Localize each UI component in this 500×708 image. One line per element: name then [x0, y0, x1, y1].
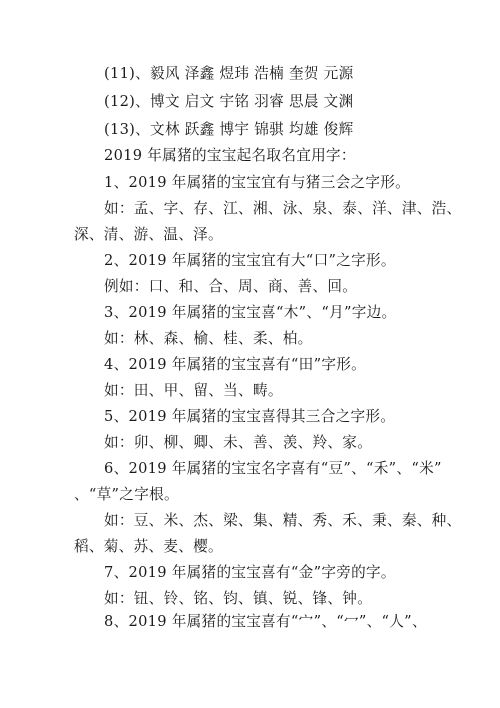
rule-2-examples: 例如：口、和、合、周、商、善、回。 [104, 278, 358, 295]
rule-5: 5、2019 年属猪的宝宝喜得其三合之字形。 [104, 408, 396, 425]
rule-4: 4、2019 年属猪的宝宝喜有“田”字形。 [104, 356, 367, 373]
rule-3-examples: 如：林、森、榆、桂、柔、柏。 [104, 330, 313, 347]
rule-2: 2、2019 年属猪的宝宝宜有大“口”之字形。 [104, 252, 396, 269]
name-list-line-11: (11)、毅风 泽鑫 煜玮 浩楠 奎贺 元源 [104, 65, 354, 82]
page-bottom-cutoff [0, 612, 500, 628]
rule-5-examples: 如：卯、柳、卿、未、善、羡、羚、家。 [104, 434, 373, 451]
rule-1-examples-cont: 深、清、游、温、泽。 [74, 226, 223, 243]
rule-6: 6、2019 年属猪的宝宝名字喜有“豆”、“禾”、“米” [104, 460, 442, 477]
section-heading: 2019 年属猪的宝宝起名取名宜用字： [104, 147, 356, 164]
rule-6-cont: 、“草”之字根。 [74, 486, 179, 503]
rule-8: 8、2019 年属猪的宝宝喜有“宀”、“冖”、“人”、 [104, 613, 427, 628]
name-list-line-12: (12)、博文 启文 宇铭 羽睿 思晨 文渊 [104, 93, 354, 110]
rule-1-examples: 如：孟、字、存、江、湘、泳、泉、泰、洋、津、浩、 [104, 200, 462, 217]
name-list-line-13: (13)、文林 跃鑫 博宇 锦骐 均雄 俊辉 [104, 121, 354, 138]
rule-7: 7、2019 年属猪的宝宝喜有“金”字旁的字。 [104, 564, 396, 581]
rule-4-examples: 如：田、甲、留、当、畴。 [104, 382, 283, 399]
rule-1: 1、2019 年属猪的宝宝宜有与猪三会之字形。 [104, 174, 411, 191]
rule-7-examples: 如：钮、铃、铭、钧、镇、锐、锋、钟。 [104, 590, 373, 607]
rule-6-examples-cont: 稻、菊、苏、麦、樱。 [74, 538, 223, 555]
rule-6-examples: 如：豆、米、杰、梁、集、精、秀、禾、秉、秦、种、 [104, 512, 462, 529]
rule-3: 3、2019 年属猪的宝宝喜“木”、“月”字边。 [104, 304, 397, 321]
